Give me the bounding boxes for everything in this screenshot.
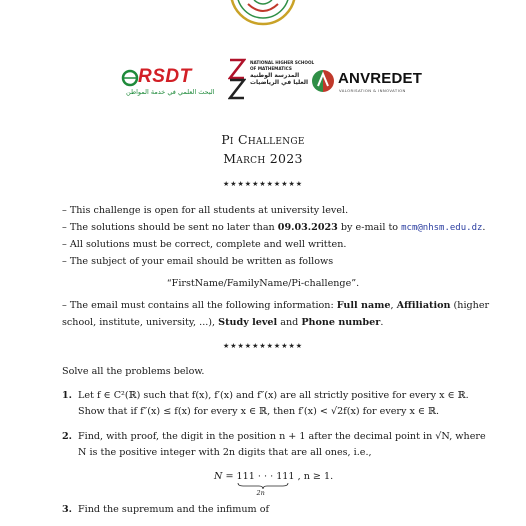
nhsm-text: NATIONAL HIGHER SCHOOL OF MATHEMATICS المدرسة الوطنية العليا في الرياضيات (250, 60, 315, 86)
rsdt-globe-icon (120, 68, 140, 88)
formula-brace-label: 2n (256, 489, 265, 497)
rsdt-slogan: البحث العلمي في خدمة المواطن (126, 88, 215, 96)
document-date: March 2023 (223, 151, 303, 166)
stars-divider-bottom: ★★★★★★★★★★★ (222, 342, 304, 350)
problem-3-line1: Find the supremum and the infimum of (78, 504, 270, 515)
nhsm-mark-icon (228, 58, 246, 100)
rule-info-line2: school, institute, university, ...), Study level and Phone number. (62, 317, 384, 328)
document-title: Pi Challenge (221, 132, 305, 147)
rsdt-wordmark: RSDT (138, 66, 192, 87)
problem-2-line2: N is the positive integer with 2n digits that are all ones, i.e., (78, 447, 372, 458)
stars-divider-top: ★★★★★★★★★★★ (222, 180, 304, 188)
school-emblem-icon (226, 0, 300, 26)
problems-intro: Solve all the problems below. (62, 366, 205, 377)
rule-info-line1: – The email must contains all the following information: Full name, Affiliation (higher (62, 300, 490, 311)
deadline-date: 09.03.2023 (277, 222, 338, 233)
rule-subject: – The subject of your email should be written as follows (62, 256, 334, 267)
problem-3-number: 3. (62, 504, 73, 515)
anvredet-logo (310, 66, 423, 96)
email-link[interactable]: mcm@nhsm.edu.dz (401, 223, 483, 233)
formula-ones: 111 · · · 111 (236, 471, 295, 482)
anvredet-wordmark: ANVREDET (338, 70, 423, 87)
rule-correct: – All solutions must be correct, complete and well written. (62, 239, 347, 250)
email-subject-format: “FirstName/FamilyName/Pi-challenge”. (166, 278, 360, 289)
problem-2-line1: Find, with proof, the digit in the position n + 1 after the decimal point in √N, where (78, 431, 486, 442)
nhsm-logo (228, 58, 315, 102)
anvredet-slogan: VALORISATION & INNOVATION (339, 88, 406, 93)
rule-open: – This challenge is open for all students at university level. (62, 205, 349, 216)
problem-1-line2: Show that if f″(x) ≤ f(x) for every x ∈ ℝ, then f′(x) < √2f(x) for every x ∈ ℝ. (78, 406, 440, 417)
rule-deadline: – The solutions should be sent no later than 09.03.2023 by e-mail to mcm@nhsm.edu.dz. (62, 222, 486, 233)
rsdt-logo (120, 66, 216, 98)
anvredet-emblem-icon (310, 68, 336, 94)
problem-1-line1: Let f ∈ C²(ℝ) such that f(x), f′(x) and f″(x) are all strictly positive for every x ∈ ℝ. (78, 390, 469, 401)
problem-2-number: 2. (62, 431, 73, 442)
problem-2-formula: N = 111 · · · 111 2n , n ≥ 1. (214, 471, 334, 497)
problem-1-number: 1. (62, 390, 73, 401)
